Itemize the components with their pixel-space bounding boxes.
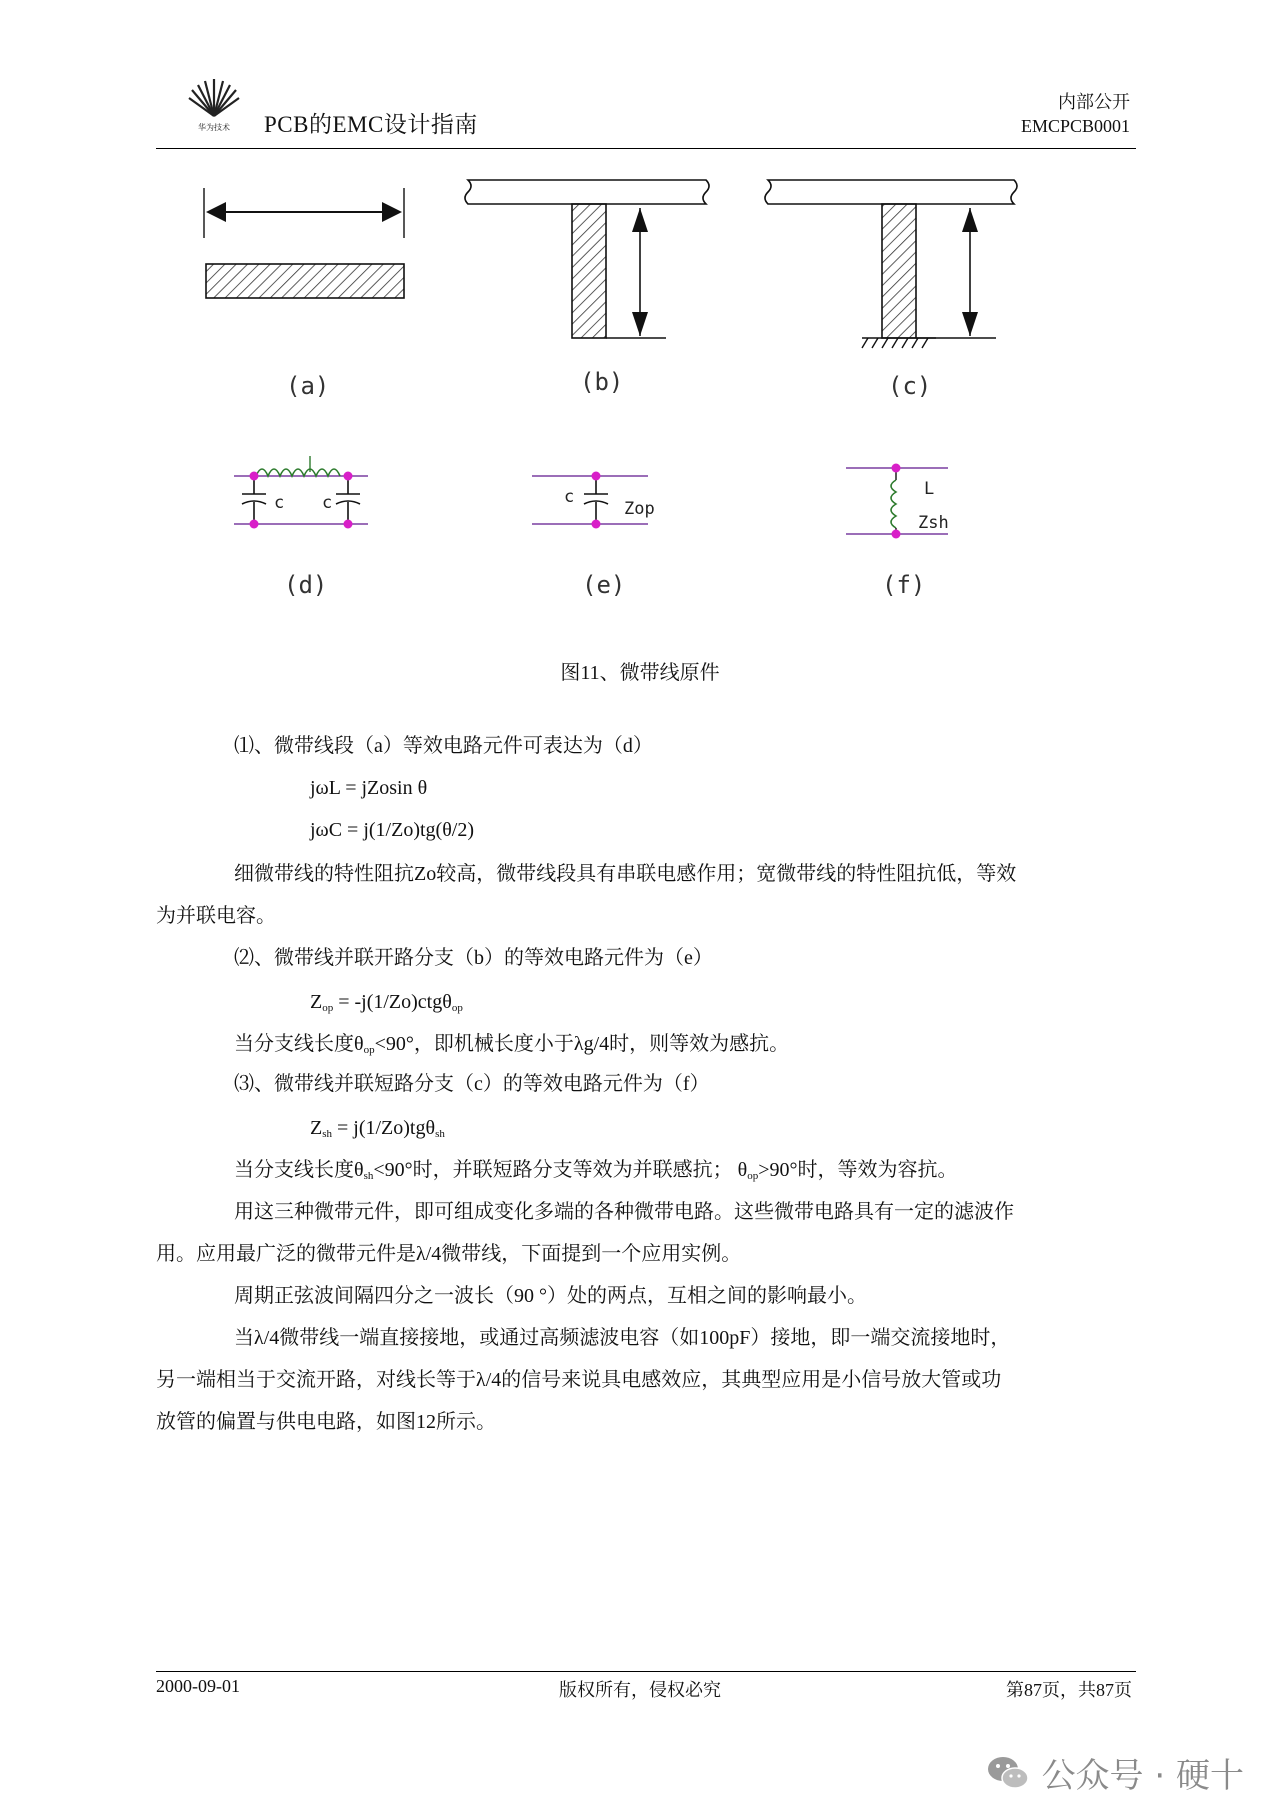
equation-1: jωL = jZosin θ bbox=[310, 777, 428, 799]
capacitor-label: c bbox=[564, 487, 575, 507]
paragraph-9-line-2: 另一端相当于交流开路，对线长等于λ/4的信号来说具电感效应，其典型应用是小信号放大管或功 bbox=[156, 1369, 1002, 1391]
document-id: EMCPCB0001 bbox=[1020, 116, 1130, 136]
panel-d-pi-network bbox=[234, 456, 368, 529]
panel-label-c: (c) bbox=[888, 372, 932, 400]
microstrip-elements-figure bbox=[196, 168, 1066, 628]
figure-caption: 图11、微带线原件 bbox=[560, 662, 720, 684]
wechat-icon bbox=[986, 1753, 1030, 1793]
header-meta bbox=[1021, 90, 1130, 138]
footer-copyright: 版权所有，侵权必究 bbox=[559, 1680, 721, 1700]
watermark bbox=[986, 1748, 1244, 1797]
capacitor-label-left: c bbox=[274, 493, 285, 513]
footer-page-number: 第87页，共87页 bbox=[1006, 1680, 1132, 1700]
footer-divider bbox=[156, 1671, 1136, 1672]
equation-2: jωC = j(1/Zo)tg(θ/2) bbox=[310, 819, 475, 841]
impedance-label-zsh: Zsh bbox=[918, 513, 949, 533]
paragraph-3: ⑵、微带线并联开路分支（b）的等效电路元件为（e） bbox=[234, 947, 713, 969]
panel-f-shunt-inductor bbox=[846, 464, 949, 539]
panel-label-a: (a) bbox=[286, 372, 330, 400]
document-title: PCB的EMC设计指南 bbox=[264, 112, 478, 137]
panel-label-e: (e) bbox=[582, 571, 626, 599]
panel-b-open-stub bbox=[465, 180, 709, 338]
panel-label-b: (b) bbox=[580, 368, 624, 396]
paragraph-1: ⑴、微带线段（a）等效电路元件可表达为（d） bbox=[234, 735, 653, 757]
impedance-label-zop: Zop bbox=[624, 499, 655, 519]
paragraph-2-line-1: 细微带线的特性阻抗Zo较高，微带线段具有串联电感作用；宽微带线的特性阻抗低，等效 bbox=[234, 863, 1017, 885]
paragraph-2-line-2: 为并联电容。 bbox=[156, 905, 276, 927]
company-logo bbox=[186, 76, 242, 132]
paragraph-5: ⑶、微带线并联短路分支（c）的等效电路元件为（f） bbox=[234, 1073, 710, 1095]
paragraph-4: 当分支线长度$\theta_{op}<90^\circ$，即机械长度小于λg/4时，则等效为感抗。 bbox=[234, 1033, 790, 1056]
paragraph-9-line-1: 当λ/4微带线一端直接接地，或通过高频滤波电容（如100pF）接地，即一端交流接地时， bbox=[234, 1327, 1011, 1349]
logo-text: 华为技术 bbox=[198, 123, 230, 132]
panel-label-d: (d) bbox=[284, 571, 328, 599]
paragraph-7-line-1: 用这三种微带元件，即可组成变化多端的各种微带电路。这些微带电路具有一定的滤波作 bbox=[234, 1201, 1014, 1223]
equation-4: $Z_{sh} = j(1/Zo)tg\theta_{sh}$ bbox=[310, 1117, 445, 1140]
watermark-text: 公众号 · 硬十 bbox=[1041, 1756, 1244, 1796]
panel-c-short-stub bbox=[765, 180, 1017, 348]
equation-3: $Z_{op} = -j(1/Zo)ctg\theta_{op}$ bbox=[310, 991, 463, 1014]
paragraph-6: 当分支线长度$\theta_{sh}<90^\circ$时，并联短路分支等效为并联感抗； $\theta_{op}>90^\circ$时，等效为容抗。 bbox=[234, 1159, 958, 1182]
capacitor-label-right: c bbox=[322, 493, 333, 513]
panel-a-line-segment bbox=[204, 188, 404, 298]
paragraph-8: 周期正弦波间隔四分之一波长（90 °）处的两点，互相之间的影响最小。 bbox=[234, 1285, 867, 1307]
footer-date: 2000-09-01 bbox=[156, 1676, 240, 1696]
panel-label-f: (f) bbox=[882, 571, 926, 599]
header-divider bbox=[156, 148, 1136, 149]
inductor-label: L bbox=[924, 479, 935, 499]
paragraph-9-line-3: 放管的偏置与供电电路，如图12所示。 bbox=[156, 1411, 496, 1433]
paragraph-7-line-2: 用。应用最广泛的微带元件是λ/4微带线，下面提到一个应用实例。 bbox=[156, 1243, 742, 1265]
panel-e-shunt-capacitor bbox=[532, 472, 655, 529]
classification-label: 内部公开 bbox=[1058, 92, 1130, 112]
